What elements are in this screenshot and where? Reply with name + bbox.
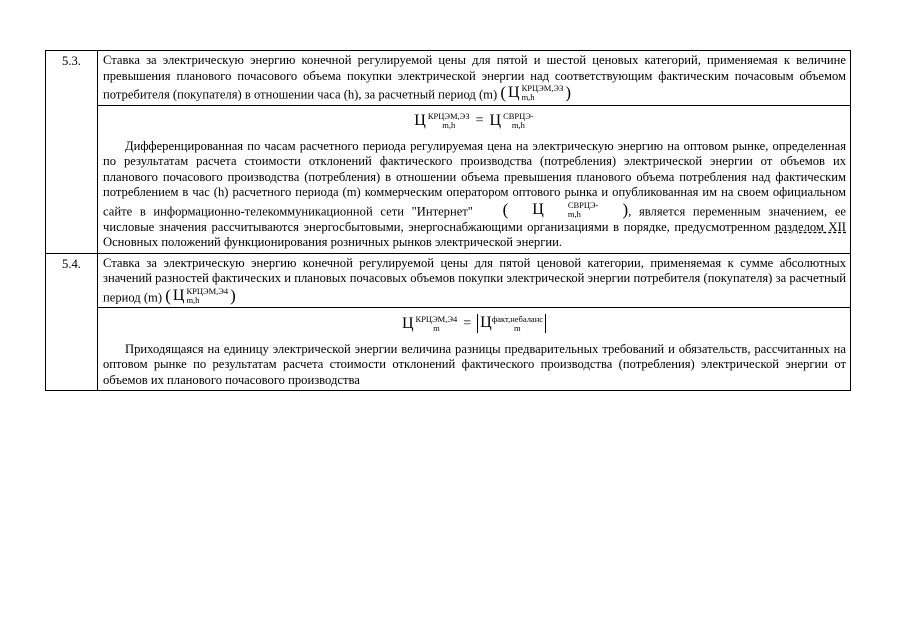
- symbol-sub: m,h: [567, 208, 581, 219]
- heading-symbol: ( Ц КРЦЭМ,ЭЗ m,h ): [500, 83, 572, 103]
- heading-text: Ставка за электрическую энергию конечной регулируемой цены для пятой и шестой ценовых категорий, применяемая к величине превышения планового почасового объема покупки электрической энергии над соответствующим фактическим почасовым объемом потребителя (покупателя) в отношении часа (h), за расчетный период (m): [103, 53, 846, 102]
- description: [98, 340, 850, 391]
- formula: [98, 106, 850, 131]
- description: [98, 137, 850, 253]
- formula-operator: =: [475, 112, 484, 128]
- description-text: Дифференцированная по часам расчетного периода регулируемая цена на электрическую энергию на оптовом рынке, определенная по результатам расчета стоимости отклонений фактического производства (потребления) электрической энергии от объемов их планового почасового производства (потребления) в отношении объема превышения планового объема потребления над фактическим потреблением в час (h) расчетного периода (m) коммерческим оператором оптового рынка и опубликованная им на своем официальном сайте в информационно-телекоммуникационной сети "Интернет": [103, 138, 846, 218]
- tariff-table: [45, 50, 851, 391]
- symbol-sub: m,h: [186, 294, 200, 305]
- row-number: [46, 253, 98, 391]
- formula-rhs-sup: СВРЦЭ-: [503, 110, 534, 121]
- heading-symbol: ( Ц КРЦЭМ,Э4 m,h ): [165, 285, 236, 305]
- row-body-cell: [98, 105, 851, 253]
- row-heading: [98, 254, 850, 308]
- description-text-cont: , является переменным значением, ее числовые значения рассчитываются энергосбытовыми, энергоснабжающими организациями в порядке, предусмотренном: [103, 204, 846, 234]
- symbol-sup: КРЦЭМ,ЭЗ: [521, 83, 564, 93]
- row-number-text: 5.4.: [62, 256, 81, 271]
- formula-lhs-sub: m,h: [442, 119, 456, 130]
- table-row: [46, 308, 851, 391]
- formula: [98, 308, 850, 334]
- absolute-value: [477, 314, 546, 333]
- row-heading-cell: [98, 253, 851, 308]
- symbol-sup: СВРЦЭ-: [567, 199, 599, 210]
- symbol-base: Ц: [172, 286, 185, 304]
- formula-lhs-sub: m: [433, 322, 440, 333]
- formula-rhs-sup: факт,небаланс: [491, 314, 544, 325]
- formula-lhs-sup: КРЦЭМ,Э4: [415, 313, 458, 324]
- formula-rhs-base: Ц: [480, 314, 492, 332]
- heading-text: Ставка за электрическую энергию конечной регулируемой цены для пятой ценовой категории, применяемая к сумме абсолютных значений разностей фактических и плановых почасовых объемов покупки электрической энергии потребителя (покупателя) за расчетный период (m): [103, 255, 846, 304]
- formula-rhs-sub: m,h: [511, 119, 525, 130]
- table-row: [46, 105, 851, 253]
- symbol-sup: КРЦЭМ,Э4: [186, 285, 229, 296]
- symbol-sub: m,h: [521, 92, 535, 102]
- row-body-cell: [98, 308, 851, 391]
- formula-lhs-base: Ц: [414, 111, 426, 129]
- row-heading-cell: [98, 51, 851, 106]
- formula-lhs-sup: КРЦЭМ,ЭЗ: [427, 110, 470, 121]
- formula-operator: =: [463, 315, 472, 331]
- formula-lhs-base: Ц: [401, 314, 414, 332]
- row-number-text: 5.3.: [62, 54, 81, 68]
- table-row: [46, 253, 851, 308]
- symbol-base: Ц: [508, 84, 520, 102]
- formula-rhs-base: Ц: [489, 111, 502, 129]
- description-text: Приходящаяся на единицу электрической энергии величина разницы предварительных требований и обязательств, рассчитанных на оптовом рынке по результатам расчета стоимости отклонений фактического производства (потребления) электрической энергии от объемов их планового почасового производства: [103, 341, 846, 387]
- formula-rhs-sub: m: [514, 323, 521, 334]
- row-number: [46, 51, 98, 254]
- row-heading: [98, 51, 850, 105]
- description-text-end: Основных положений функционирования розничных рынков электрической энергии.: [103, 235, 562, 249]
- symbol-base: Ц: [532, 201, 544, 218]
- section-link[interactable]: разделом XII: [774, 219, 846, 234]
- description-symbol: ( Ц СВРЦЭ- m,h ): [502, 199, 629, 219]
- table-row: [46, 51, 851, 106]
